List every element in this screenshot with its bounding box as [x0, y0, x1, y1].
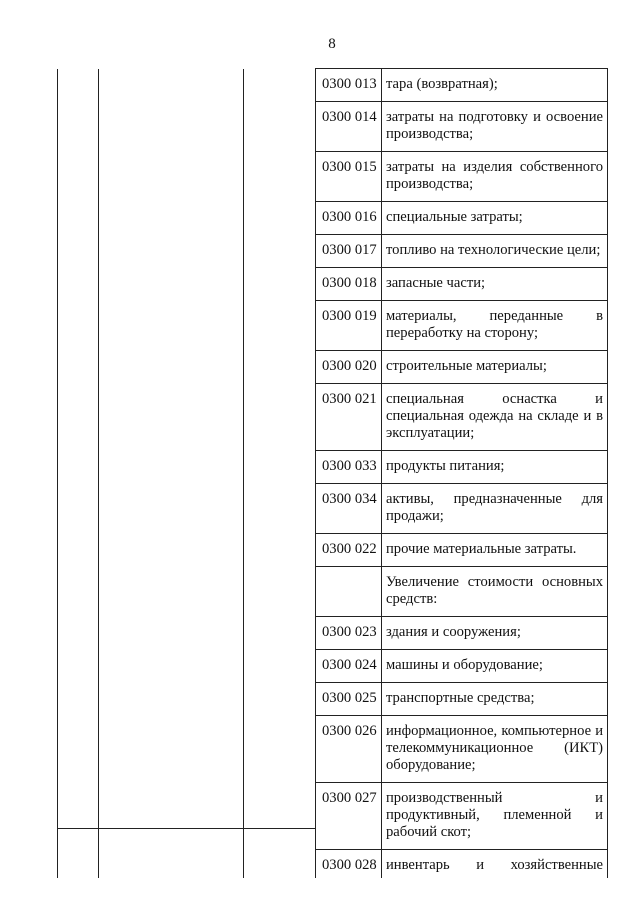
row-code: 0300 019: [316, 301, 382, 351]
row-code: 0300 018: [316, 268, 382, 301]
empty-column-col-c: [244, 69, 316, 879]
row-code: 0300 026: [316, 716, 382, 783]
row-description: специальная оснастка и специальная одежда на складе и в эксплуатации;: [382, 384, 608, 451]
row-code: 0300 033: [316, 451, 382, 484]
row-description: строительные материалы;: [382, 351, 608, 384]
row-code: [316, 567, 382, 617]
row-code: 0300 034: [316, 484, 382, 534]
row-code: 0300 013: [316, 69, 382, 102]
row-code: 0300 021: [316, 384, 382, 451]
page-number: 8: [328, 36, 336, 52]
row-description: Увеличение стоимости основных средств:: [382, 567, 608, 617]
row-code: 0300 023: [316, 617, 382, 650]
row-description: активы, предназначенные для продажи;: [382, 484, 608, 534]
row-description: информационное, компьютерное и телекоммуникационное (ИКТ) оборудование;: [382, 716, 608, 783]
empty-column-col-a: [58, 69, 99, 879]
table-row: [58, 69, 608, 102]
row-code: 0300 014: [316, 102, 382, 152]
row-code: 0300 028: [316, 850, 382, 879]
row-code: 0300 027: [316, 783, 382, 850]
empty-column-col-b: [99, 69, 244, 879]
row-description: специальные затраты;: [382, 202, 608, 235]
row-code: 0300 024: [316, 650, 382, 683]
row-description: производственный и продуктивный, племенной и рабочий скот;: [382, 783, 608, 850]
table-bottom-line: [57, 828, 315, 829]
row-code: 0300 022: [316, 534, 382, 567]
row-code: 0300 025: [316, 683, 382, 716]
row-description: инвентарь и хозяйственные: [382, 850, 608, 879]
row-code: 0300 017: [316, 235, 382, 268]
row-description: транспортные средства;: [382, 683, 608, 716]
row-description: машины и оборудование;: [382, 650, 608, 683]
row-description: тара (возвратная);: [382, 69, 608, 102]
row-description: затраты на изделия собственного производства;: [382, 152, 608, 202]
row-code: 0300 020: [316, 351, 382, 384]
row-description: топливо на технологические цели;: [382, 235, 608, 268]
row-description: затраты на подготовку и освоение производства;: [382, 102, 608, 152]
row-description: здания и сооружения;: [382, 617, 608, 650]
row-description: прочие материальные затраты.: [382, 534, 608, 567]
row-description: материалы, переданные в переработку на сторону;: [382, 301, 608, 351]
row-description: запасные части;: [382, 268, 608, 301]
row-description: продукты питания;: [382, 451, 608, 484]
classification-table: [57, 68, 608, 878]
row-code: 0300 016: [316, 202, 382, 235]
row-code: 0300 015: [316, 152, 382, 202]
